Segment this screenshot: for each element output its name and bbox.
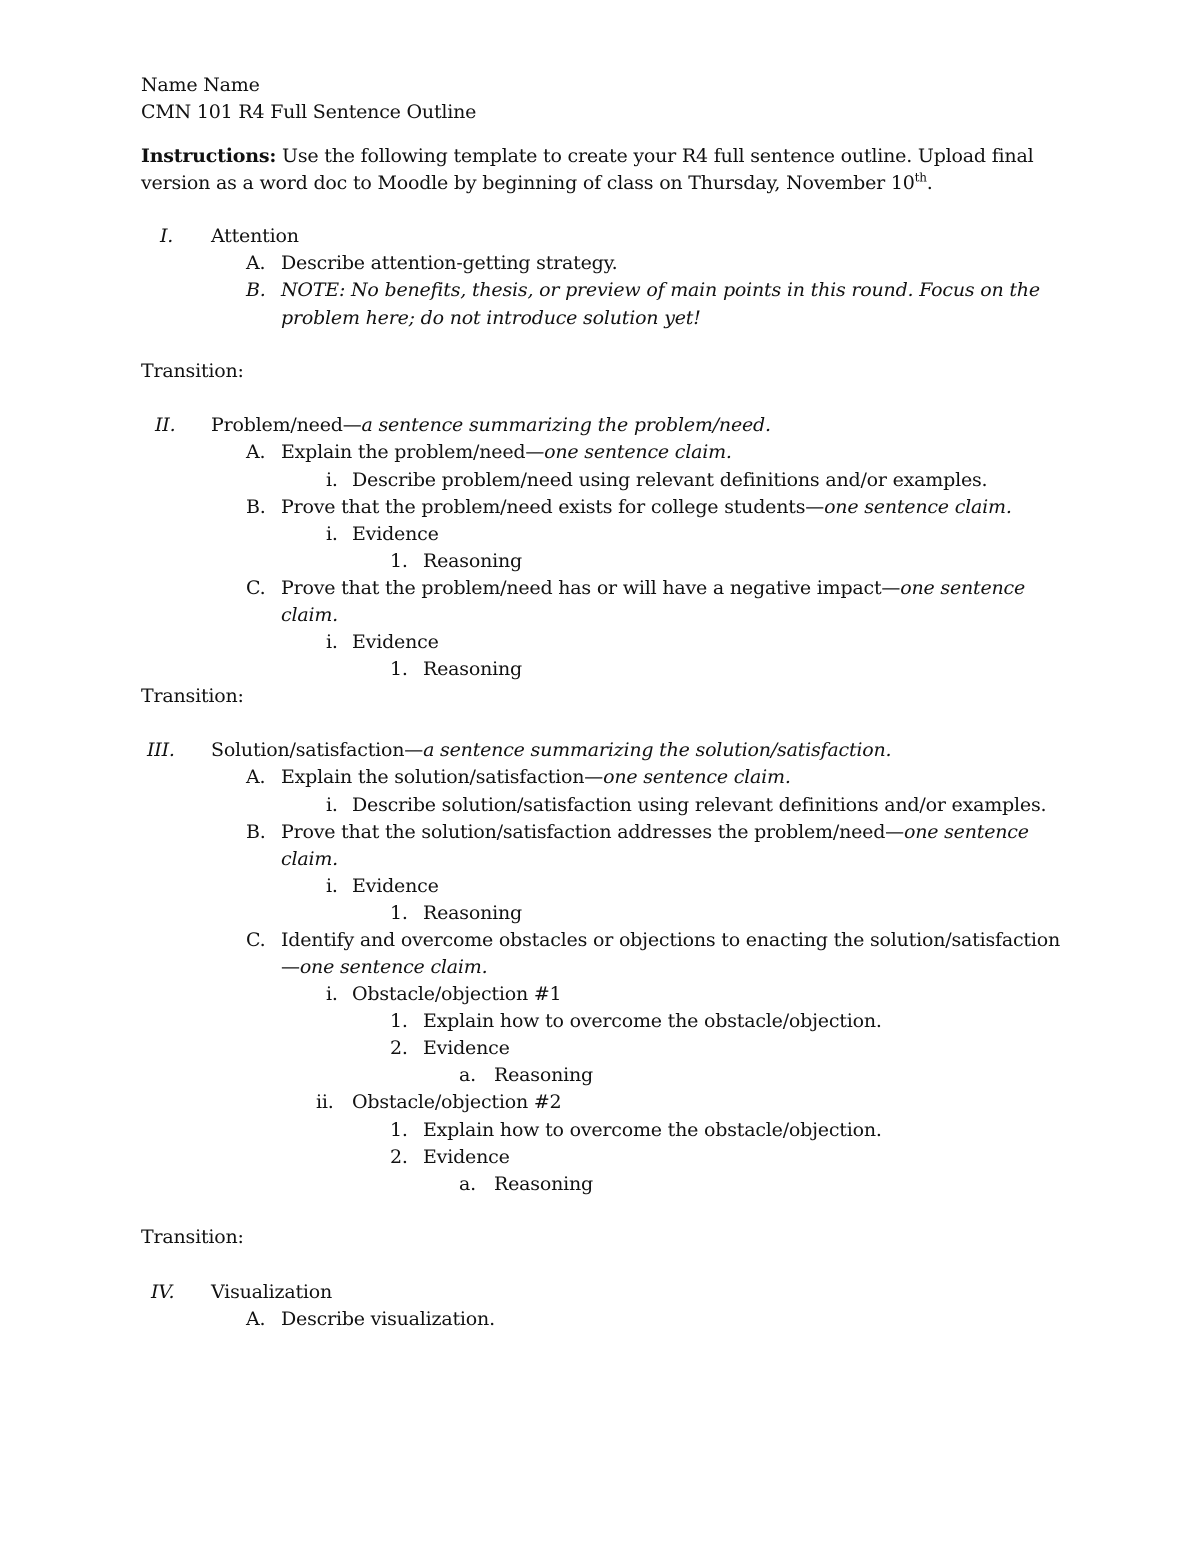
section-3-c-marker: C. — [246, 929, 266, 951]
section-3-a-marker: A. — [246, 766, 266, 788]
section-3-c-dash: — — [281, 956, 300, 978]
section-2-c-1-marker: 1. — [390, 658, 408, 680]
section-3-b-marker: B. — [246, 821, 266, 843]
section-1-a-text: Describe attention-getting strategy. — [281, 252, 618, 274]
section-2-b-i-text: Evidence — [352, 523, 439, 545]
section-2-a-text — [281, 439, 732, 466]
section-3-c-i-1-text: Explain how to overcome the obstacle/objection. — [423, 1010, 882, 1032]
section-3-b-italic-2: claim. — [281, 848, 338, 870]
section-3-b-i-marker: i. — [326, 875, 338, 897]
section-2-b-1-marker: 1. — [390, 550, 408, 572]
section-2-c-marker: C. — [246, 577, 266, 599]
section-3-c-i-1-marker: 1. — [390, 1010, 408, 1032]
ordinal-suffix: th — [914, 170, 927, 185]
section-4-a-marker: A. — [246, 1308, 266, 1330]
section-2-c-italic-2: claim. — [281, 604, 338, 626]
section-3-b-italic: one sentence — [903, 821, 1029, 843]
section-2-title-text: Problem/need— — [211, 414, 362, 436]
section-3-b-1-text: Reasoning — [423, 902, 522, 924]
section-4-numeral: IV. — [151, 1281, 175, 1303]
section-3-c-ii-marker: ii. — [316, 1091, 334, 1113]
section-3-c-ii-2-text: Evidence — [423, 1146, 510, 1168]
section-3-a-plain: Explain the solution/satisfaction— — [281, 766, 604, 788]
section-3-c-text-2 — [281, 954, 487, 981]
author-name: Name Name — [141, 74, 260, 96]
section-3-c-i-2-text: Evidence — [423, 1037, 510, 1059]
section-2-title-italic: a sentence summarizing the problem/need. — [361, 414, 771, 436]
transition-2: Transition: — [141, 685, 244, 707]
section-3-b-text — [281, 819, 1029, 846]
transition-3: Transition: — [141, 1226, 244, 1248]
section-3-c-ii-2-marker: 2. — [390, 1146, 408, 1168]
section-1-a-marker: A. — [246, 252, 266, 274]
section-1-b-text-2: problem here; do not introduce solution yet! — [281, 307, 701, 329]
instructions-text-2: version as a word doc to Moodle by beginning of class on Thursday, November 10 — [141, 172, 915, 194]
section-3-c-ii-1-marker: 1. — [390, 1119, 408, 1141]
section-2-a-plain: Explain the problem/need— — [281, 441, 545, 463]
section-2-a-marker: A. — [246, 441, 266, 463]
section-2-b-text — [281, 494, 1012, 521]
section-2-a-italic: one sentence claim. — [544, 441, 732, 463]
section-2-b-plain: Prove that the problem/need exists for college students— — [281, 496, 825, 518]
document-title: CMN 101 R4 Full Sentence Outline — [141, 101, 477, 123]
section-3-c-ii-1-text: Explain how to overcome the obstacle/objection. — [423, 1119, 882, 1141]
instructions-label: Instructions: — [141, 145, 277, 167]
section-3-c-i-2-marker: 2. — [390, 1037, 408, 1059]
section-2-c-1-text: Reasoning — [423, 658, 522, 680]
instructions-line-1 — [141, 143, 1033, 170]
section-2-b-i-marker: i. — [326, 523, 338, 545]
section-3-b-i-text: Evidence — [352, 875, 439, 897]
section-1-b-text: NOTE: No benefits, thesis, or preview of main points in this round. Focus on the — [281, 279, 1040, 301]
instructions-end: . — [926, 172, 933, 194]
section-3-a-italic: one sentence claim. — [603, 766, 791, 788]
section-2-b-marker: B. — [246, 496, 266, 518]
section-1-b-marker: B. — [246, 279, 266, 301]
section-3-numeral: III. — [147, 739, 175, 761]
section-2-a-i-marker: i. — [326, 469, 338, 491]
section-1-numeral: I. — [160, 225, 174, 247]
section-3-c-ii-a-text: Reasoning — [494, 1173, 593, 1195]
section-3-a-i-marker: i. — [326, 794, 338, 816]
section-3-c-i-text: Obstacle/objection #1 — [352, 983, 562, 1005]
section-3-c-i-a-text: Reasoning — [494, 1064, 593, 1086]
section-3-a-text — [281, 764, 791, 791]
section-3-b-1-marker: 1. — [390, 902, 408, 924]
section-3-c-i-marker: i. — [326, 983, 338, 1005]
section-3-a-i-text: Describe solution/satisfaction using relevant definitions and/or examples. — [352, 794, 1047, 816]
section-2-c-text — [281, 575, 1025, 602]
section-2-numeral: II. — [155, 414, 176, 436]
section-3-c-ii-a-marker: a. — [459, 1173, 476, 1195]
section-3-title — [211, 737, 891, 764]
transition-1: Transition: — [141, 360, 244, 382]
instructions-text: Use the following template to create your R4 full sentence outline. Upload final — [282, 145, 1034, 167]
section-3-c-text: Identify and overcome obstacles or objections to enacting the solution/satisfaction — [281, 929, 1060, 951]
section-4-a-text: Describe visualization. — [281, 1308, 495, 1330]
section-2-b-1-text: Reasoning — [423, 550, 522, 572]
section-3-c-i-a-marker: a. — [459, 1064, 476, 1086]
section-4-title: Visualization — [211, 1281, 333, 1303]
section-2-a-i-text: Describe problem/need using relevant definitions and/or examples. — [352, 469, 988, 491]
section-2-c-plain: Prove that the problem/need has or will have a negative impact— — [281, 577, 901, 599]
instructions-line-2 — [141, 170, 933, 197]
section-1-title: Attention — [211, 225, 299, 247]
section-2-c-i-marker: i. — [326, 631, 338, 653]
section-3-title-text: Solution/satisfaction— — [211, 739, 424, 761]
section-3-b-plain: Prove that the solution/satisfaction addresses the problem/need— — [281, 821, 904, 843]
section-2-b-italic: one sentence claim. — [824, 496, 1012, 518]
section-2-c-italic: one sentence — [900, 577, 1026, 599]
section-3-c-italic: one sentence claim. — [299, 956, 488, 978]
section-3-c-ii-text: Obstacle/objection #2 — [352, 1091, 562, 1113]
section-2-c-i-text: Evidence — [352, 631, 439, 653]
section-3-title-italic: a sentence summarizing the solution/satisfaction. — [423, 739, 892, 761]
section-2-title — [211, 412, 771, 439]
